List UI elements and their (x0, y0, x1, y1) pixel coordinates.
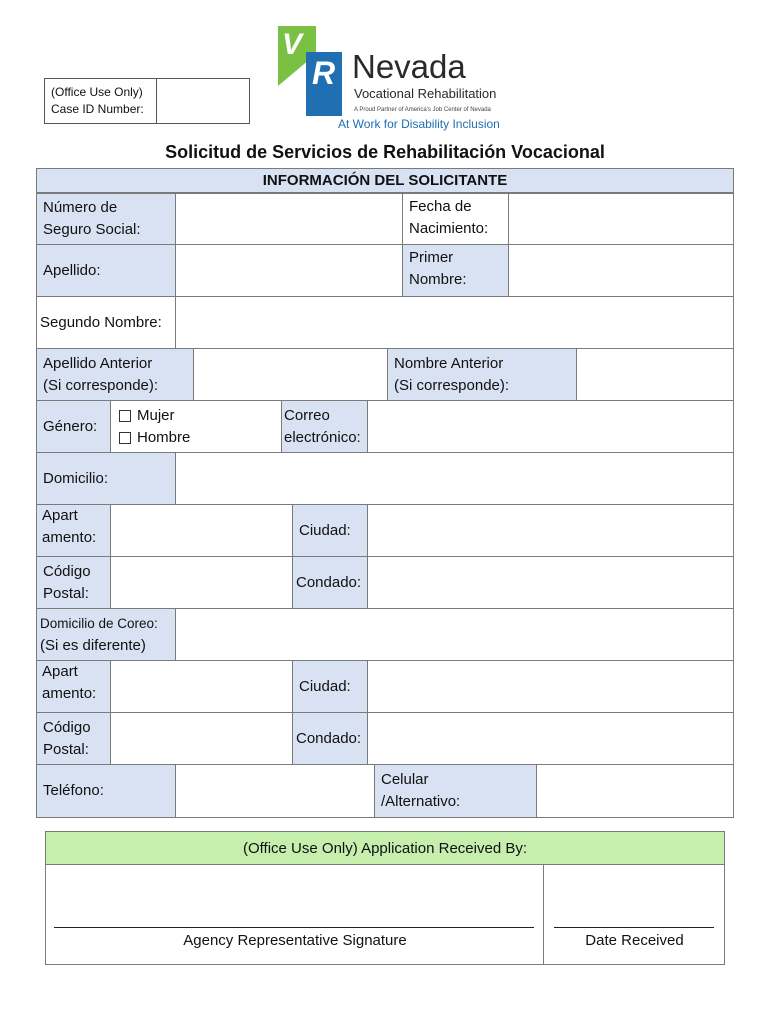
last-name-label: Apellido: (36, 244, 176, 297)
mailing-address-label: Domicilio de Coreo: (Si es diferente) (36, 608, 176, 661)
logo-sub: Vocational Rehabilitation (354, 86, 497, 101)
email-field[interactable] (367, 400, 734, 453)
logo-partner: A Proud Partner of America's Job Center of Nevada (354, 107, 491, 113)
mailing-address-field[interactable] (175, 608, 734, 661)
previous-first-name-field[interactable] (576, 348, 734, 401)
mailing-county-field[interactable] (367, 712, 734, 765)
city-field[interactable] (367, 504, 734, 557)
female-checkbox[interactable] (119, 410, 131, 422)
phone-field[interactable] (175, 764, 375, 818)
logo-graphic (276, 24, 506, 134)
middle-name-field[interactable] (175, 296, 734, 349)
county-field[interactable] (367, 556, 734, 609)
city-label: Ciudad: (292, 504, 368, 557)
dob-label: Fecha de Nacimiento: (402, 193, 509, 245)
zip-field[interactable] (110, 556, 293, 609)
mailing-zip-label: Código Postal: (36, 712, 111, 765)
previous-first-name-label: Nombre Anterior (Si corresponde): (387, 348, 577, 401)
date-line (554, 927, 714, 928)
office-received-section (45, 831, 725, 965)
address-label: Domicilio: (36, 452, 176, 505)
dob-field[interactable] (508, 193, 734, 245)
gender-female-option[interactable]: Mujer (119, 405, 273, 427)
office-case-id-box (44, 78, 250, 124)
address-field[interactable] (175, 452, 734, 505)
zip-label: Código Postal: (36, 556, 111, 609)
logo-name: Nevada (352, 48, 466, 85)
first-name-field[interactable] (508, 244, 734, 297)
logo-letter-r: R (312, 55, 336, 91)
logo-tagline: At Work for Disability Inclusion (338, 117, 500, 131)
mailing-apartment-label: Apart amento: (36, 660, 111, 713)
previous-last-name-field[interactable] (193, 348, 388, 401)
phone-label: Teléfono: (36, 764, 176, 818)
county-label: Condado: (292, 556, 368, 609)
signature-line (54, 927, 534, 928)
signature-caption: Agency Representative Signature (183, 932, 407, 949)
middle-name-label: Segundo Nombre: (36, 296, 176, 349)
apartment-label: Apart amento: (36, 504, 111, 557)
gender-label: Género: (36, 400, 111, 453)
previous-last-name-label: Apellido Anterior (Si corresponde): (36, 348, 194, 401)
form-title: Solicitud de Servicios de Rehabilitación Vocacional (165, 142, 605, 162)
signature-area[interactable] (46, 865, 544, 965)
mailing-zip-field[interactable] (110, 712, 293, 765)
first-name-label: Primer Nombre: (402, 244, 509, 297)
mailing-city-label: Ciudad: (292, 660, 368, 713)
ssn-label: Número de Seguro Social: (36, 193, 176, 245)
mailing-city-field[interactable] (367, 660, 734, 713)
date-area[interactable] (544, 865, 725, 965)
cell-label: Celular /Alternativo: (374, 764, 537, 818)
ssn-field[interactable] (175, 193, 403, 245)
date-caption: Date Received (585, 932, 684, 949)
last-name-field[interactable] (175, 244, 403, 297)
section-header: INFORMACIÓN DEL SOLICITANTE (36, 168, 734, 193)
case-id-field[interactable] (157, 79, 249, 123)
male-checkbox[interactable] (119, 432, 131, 444)
nevada-vr-logo (276, 24, 506, 134)
mailing-county-label: Condado: (292, 712, 368, 765)
email-label: Correo electrónico: (281, 400, 368, 453)
gender-male-option[interactable]: Hombre (119, 427, 273, 449)
gender-options (110, 400, 282, 453)
cell-field[interactable] (536, 764, 734, 818)
mailing-apartment-field[interactable] (110, 660, 293, 713)
logo-letter-v: V (282, 28, 303, 61)
office-received-header: (Office Use Only) Application Received By: (46, 832, 724, 865)
apartment-field[interactable] (110, 504, 293, 557)
office-case-id-label: (Office Use Only) Case ID Number: (45, 79, 157, 123)
